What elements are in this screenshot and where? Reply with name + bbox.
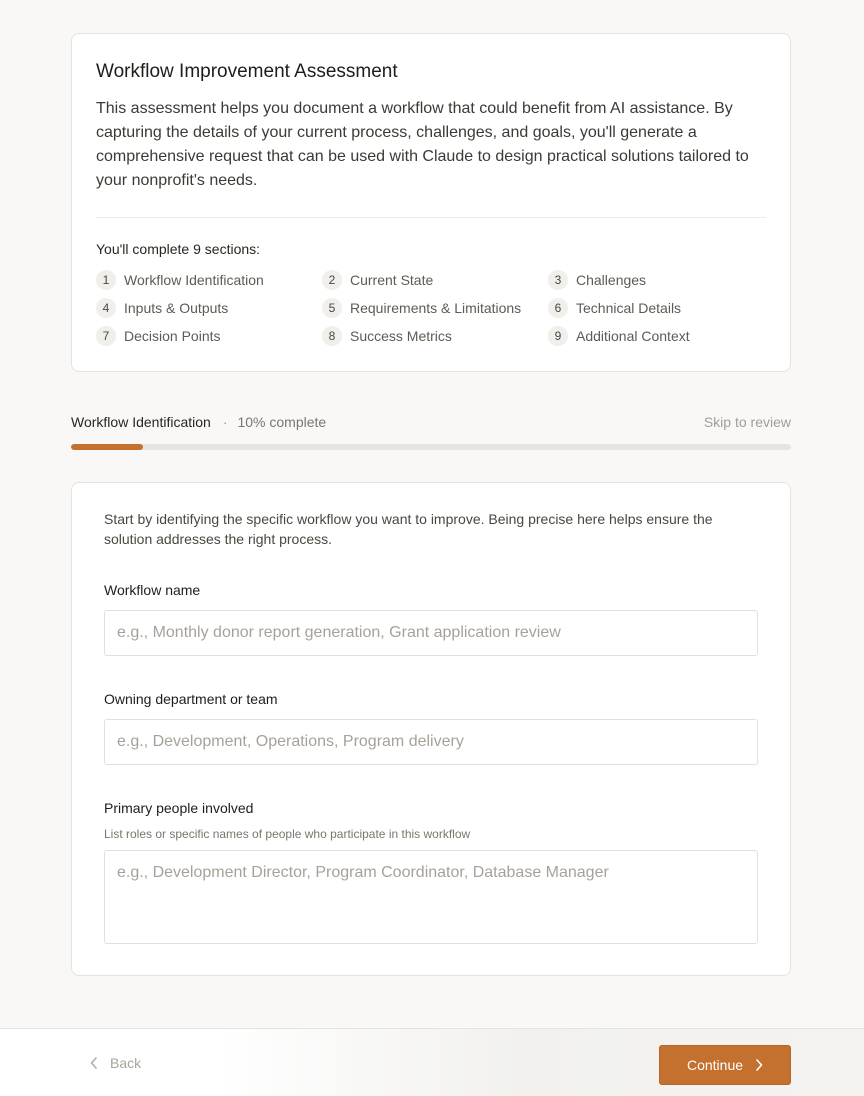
section-label: Success Metrics: [350, 328, 452, 344]
back-button-label: Back: [110, 1055, 142, 1071]
page-title: Workflow Improvement Assessment: [96, 61, 398, 82]
section-number: 5: [322, 298, 342, 318]
chevron-right-icon: [755, 1059, 763, 1071]
section-label: Challenges: [576, 272, 647, 288]
progress-bar-fill: [71, 444, 143, 450]
section-label: Technical Details: [576, 300, 682, 316]
section-number: 1: [96, 270, 116, 290]
department-group: [104, 690, 758, 765]
people-help-text: List roles or specific names of people who participate in this workflow: [104, 827, 471, 841]
progress-header: [71, 412, 791, 432]
section-number: 4: [96, 298, 116, 318]
workflow-name-input[interactable]: [104, 610, 758, 656]
intro-card: [71, 33, 791, 372]
section-number: 2: [322, 270, 342, 290]
section-number: 3: [548, 270, 568, 290]
section-number: 7: [96, 326, 116, 346]
department-input[interactable]: [104, 719, 758, 765]
section-item: [548, 270, 774, 290]
people-group: [104, 799, 758, 944]
section-number: 8: [322, 326, 342, 346]
section-number: 9: [548, 326, 568, 346]
people-textarea[interactable]: [104, 850, 758, 944]
footer-bar: [0, 1028, 864, 1096]
section-item: [548, 298, 774, 318]
section-item: [96, 298, 322, 318]
separator-dot: ·: [222, 414, 228, 430]
section-item: [96, 326, 322, 346]
intro-description: This assessment helps you document a workflow that could benefit from AI assistance. By capturing the details of your current process, challenges, and goals, you'll generate a comprehensive request that can be used with Claude to design practical solutions tailored to your nonprofit's needs.: [96, 100, 749, 189]
skip-to-review-link[interactable]: Skip to review: [703, 414, 791, 430]
section-label: Workflow Identification: [124, 272, 264, 288]
sections-list: [96, 270, 766, 346]
section-label: Requirements & Limitations: [350, 300, 522, 316]
back-button[interactable]: [90, 1055, 141, 1071]
section-label: Additional Context: [576, 328, 690, 344]
department-label: Owning department or team: [104, 691, 278, 707]
section-item: [322, 326, 548, 346]
continue-button[interactable]: [659, 1045, 791, 1085]
section-item: [96, 270, 322, 290]
progress-bar: [71, 444, 791, 450]
section-label: Current State: [350, 272, 434, 288]
progress-percent-label: 10% complete: [237, 414, 327, 430]
section-label: Decision Points: [124, 328, 221, 344]
workflow-name-group: [104, 581, 758, 656]
divider: [96, 217, 766, 218]
form-card: [71, 482, 791, 976]
section-label: Inputs & Outputs: [124, 300, 229, 316]
section-number: 6: [548, 298, 568, 318]
continue-button-label: Continue: [686, 1057, 744, 1073]
people-label: Primary people involved: [104, 800, 254, 816]
section-item: [322, 270, 548, 290]
section-item: [322, 298, 548, 318]
current-step-name: Workflow Identification: [71, 414, 211, 430]
sections-heading: You'll complete 9 sections:: [96, 241, 261, 257]
chevron-left-icon: [90, 1057, 98, 1069]
section-item: [548, 326, 774, 346]
form-intro-text: Start by identifying the specific workflow you want to improve. Being precise here helps ensure the solution addresses the right process.: [104, 511, 713, 547]
workflow-name-label: Workflow name: [104, 582, 201, 598]
